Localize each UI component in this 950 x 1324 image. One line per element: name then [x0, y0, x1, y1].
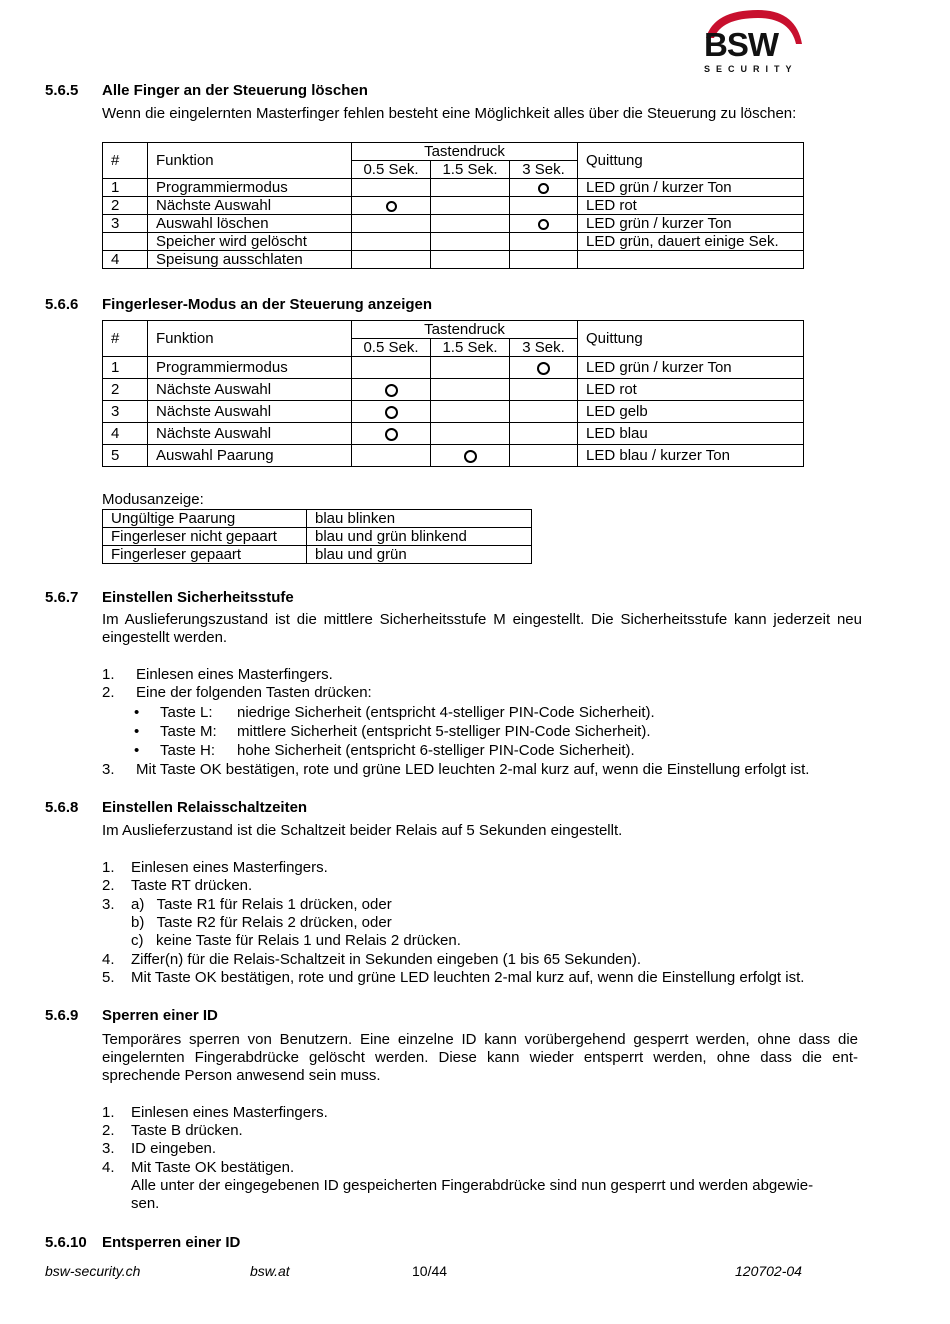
press-marker-icon — [385, 384, 398, 397]
list-item: 2. Taste B drücken. — [102, 1122, 243, 1139]
header-time-05: 0.5 Sek. — [352, 339, 431, 357]
table-row: 2 Nächste Auswahl LED rot — [103, 197, 804, 215]
logo-subtext: SECURITY — [704, 64, 798, 74]
press-marker-icon — [385, 428, 398, 441]
mode-display-table — [102, 509, 532, 564]
list-item: 3. a) Taste R1 für Relais 1 drücken, oder — [102, 896, 392, 913]
section-intro: Im Auslieferzustand ist die Schaltzeit beider Relais auf 5 Sekunden eingestellt. — [102, 822, 623, 839]
list-item: 1. Einlesen eines Masterfingers. — [102, 1104, 328, 1121]
section-title: Einstellen Sicherheitsstufe — [102, 589, 294, 606]
section-number: 5.6.7 — [45, 589, 79, 606]
section-title: Sperren einer ID — [102, 1007, 218, 1024]
bullet-icon: • — [134, 723, 140, 740]
list-item: 2. Eine der folgenden Tasten drücken: — [102, 684, 372, 701]
footer-site-ch: bsw-security.ch — [45, 1263, 141, 1279]
footer-page-number: 10/44 — [412, 1263, 448, 1279]
section-title: Entsperren einer ID — [102, 1234, 241, 1251]
section-intro: Wenn die eingelernten Masterfinger fehlen besteht eine Möglichkeit alles über die Steuerung zu löschen: — [102, 105, 797, 122]
table-row: Speicher wird gelöscht LED grün, dauert einige Sek. — [103, 233, 804, 251]
press-marker-icon — [464, 450, 477, 463]
list-item-note: sen. — [131, 1195, 160, 1212]
table-row: 4 Nächste Auswahl LED blau — [103, 423, 804, 445]
list-item: 2. Taste RT drücken. — [102, 877, 253, 894]
section-number: 5.6.8 — [45, 799, 79, 816]
header-time-15: 1.5 Sek. — [431, 339, 510, 357]
header-time-15: 1.5 Sek. — [431, 161, 510, 179]
section-number: 5.6.10 — [45, 1234, 87, 1251]
section-number: 5.6.5 — [45, 82, 79, 99]
list-item: • Taste M: mittlere Sicherheit (entspricht 5-stelliger PIN-Code Sicherheit). — [134, 723, 651, 740]
table-row: Ungültige Paarung blau blinken — [103, 510, 532, 528]
table-row: Fingerleser gepaart blau und grün — [103, 546, 532, 564]
mode-display-label: Modusanzeige: — [102, 491, 204, 508]
section-number: 5.6.9 — [45, 1007, 79, 1024]
table-row: 2 Nächste Auswahl LED rot — [103, 379, 804, 401]
press-marker-icon — [385, 406, 398, 419]
header-num: # — [103, 321, 148, 357]
logo-text: BSW — [704, 26, 778, 63]
footer-site-at: bsw.at — [250, 1263, 290, 1279]
list-item: 5. Mit Taste OK bestätigen, rote und grüne LED leuchten 2-mal kurz auf, wenn die Einstellung erfolgt ist. — [102, 969, 805, 986]
section-title: Alle Finger an der Steuerung löschen — [102, 82, 368, 99]
header-num: # — [103, 143, 148, 179]
bullet-icon: • — [134, 742, 140, 759]
header-ack: Quittung — [578, 321, 804, 357]
table-row: Fingerleser nicht gepaart blau und grün blinkend — [103, 528, 532, 546]
section-intro: Temporäres sperren von Benutzern. Eine einzelne ID kann vorübergehend gesperrt werden, ohne dass die eingelernten Fingerabdrücke gelöscht werden. Diese kann wieder entsperrt werden, ohne dass die ent-sprechende Person anwesend sein muss. — [102, 1031, 858, 1084]
header-function: Funktion — [148, 321, 352, 357]
table-row: 4 Speisung ausschlaten — [103, 251, 804, 269]
header-ack: Quittung — [578, 143, 804, 179]
list-item: • Taste L: niedrige Sicherheit (entspricht 4-stelliger PIN-Code Sicherheit). — [134, 704, 655, 721]
press-marker-icon — [538, 219, 549, 230]
header-keypress: Tastendruck — [352, 143, 578, 161]
header-function: Funktion — [148, 143, 352, 179]
footer-doc-id: 120702-04 — [735, 1263, 802, 1279]
list-item: 3. Mit Taste OK bestätigen, rote und grüne LED leuchten 2-mal kurz auf, wenn die Einstellung erfolgt ist. — [102, 761, 810, 778]
section-title: Fingerleser-Modus an der Steuerung anzeigen — [102, 296, 433, 313]
list-item: 4. Mit Taste OK bestätigen. — [102, 1159, 295, 1176]
list-item-note: Alle unter der eingegebenen ID gespeicherten Fingerabdrücke sind nun gesperrt und werden abgewie- — [131, 1177, 814, 1194]
header-time-05: 0.5 Sek. — [352, 161, 431, 179]
section-title: Einstellen Relaisschaltzeiten — [102, 799, 308, 816]
table-row: 1 Programmiermodus LED grün / kurzer Ton — [103, 357, 804, 379]
list-item: 1. Einlesen eines Masterfingers. — [102, 666, 333, 683]
header-keypress: Tastendruck — [352, 321, 578, 339]
list-item: 4. Ziffer(n) für die Relais-Schaltzeit in Sekunden eingeben (1 bis 65 Sekunden). — [102, 951, 642, 968]
header-time-3: 3 Sek. — [510, 161, 578, 179]
bullet-icon: • — [134, 704, 140, 721]
press-marker-icon — [538, 183, 549, 194]
header-time-3: 3 Sek. — [510, 339, 578, 357]
delete-fingers-table — [102, 142, 804, 269]
bsw-logo — [700, 6, 806, 72]
section-intro: Im Auslieferungszustand ist die mittlere Sicherheitsstufe M eingestellt. Die Sicherheitsstufe kann jederzeit neu eingestellt werden. — [102, 611, 862, 646]
section-number: 5.6.6 — [45, 296, 79, 313]
table-row: 3 Nächste Auswahl LED gelb — [103, 401, 804, 423]
list-item: 3. ID eingeben. — [102, 1140, 217, 1157]
press-marker-icon — [386, 201, 397, 212]
press-marker-icon — [537, 362, 550, 375]
table-row: 1 Programmiermodus LED grün / kurzer Ton — [103, 179, 804, 197]
list-item: • Taste H: hohe Sicherheit (entspricht 6-stelliger PIN-Code Sicherheit). — [134, 742, 635, 759]
table-row: 5 Auswahl Paarung LED blau / kurzer Ton — [103, 445, 804, 467]
list-item: 1. Einlesen eines Masterfingers. — [102, 859, 328, 876]
reader-mode-table — [102, 320, 804, 467]
table-row: 3 Auswahl löschen LED grün / kurzer Ton — [103, 215, 804, 233]
